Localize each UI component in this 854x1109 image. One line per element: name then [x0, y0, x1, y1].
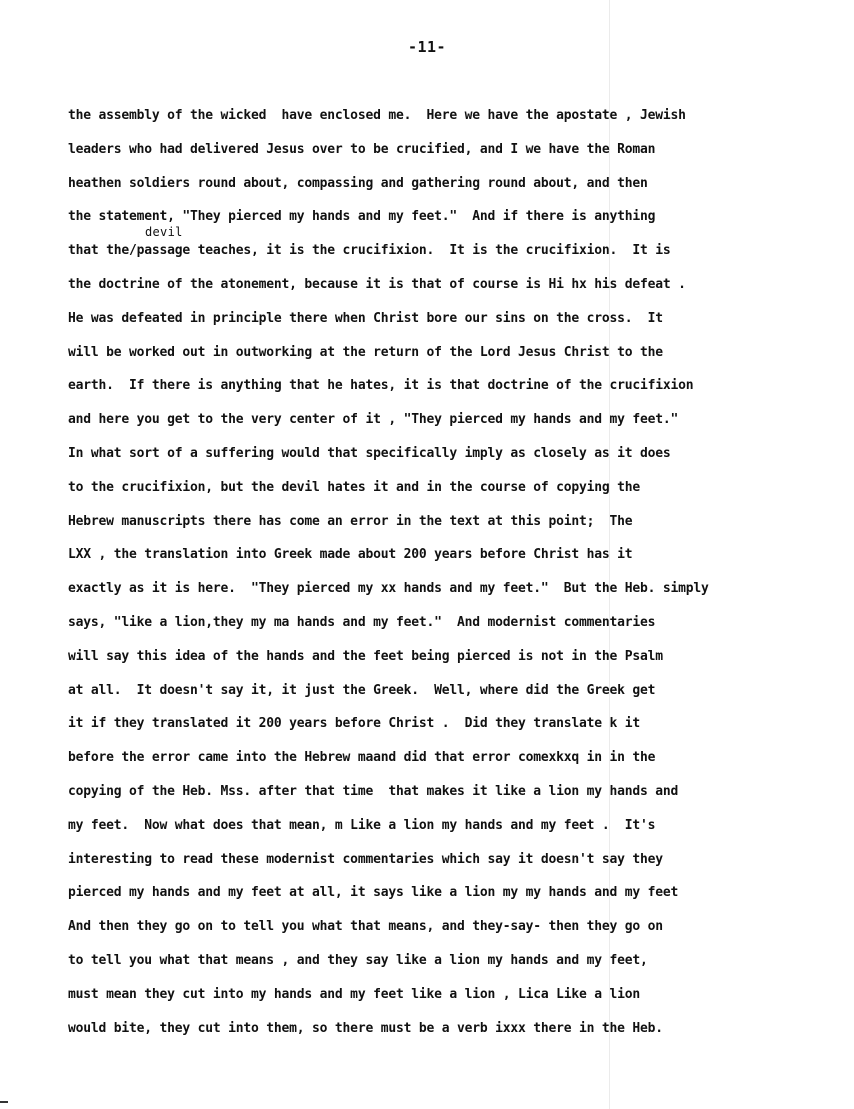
text-line: will be worked out in outworking at the return of the Lord Jesus Christ to the	[68, 344, 663, 360]
text-line: to the crucifixion, but the devil hates it and in the course of copying the	[68, 479, 640, 495]
interlinear-insert: devil	[145, 225, 183, 239]
text-line: to tell you what that means , and they say like a lion my hands and my feet,	[68, 952, 648, 968]
text-line: must mean they cut into my hands and my feet like a lion , Lica Like a lion	[68, 986, 640, 1002]
text-line: copying of the Heb. Mss. after that time that makes it like a lion my hands and	[68, 783, 679, 799]
text-line: before the error came into the Hebrew maand did that error comexkxq in in the	[68, 750, 656, 766]
text-line: In what sort of a suffering would that specifically imply as closely as it does	[68, 445, 671, 461]
text-line: earth. If there is anything that he hates, it is that doctrine of the crucifixion	[68, 378, 694, 394]
text-line: the assembly of the wicked have enclosed me. Here we have the apostate , Jewish	[68, 108, 686, 123]
text-line: would bite, they cut into them, so there must be a verb ixxx there in the Heb.	[68, 1020, 663, 1036]
text-line: interesting to read these modernist commentaries which say it doesn't say they	[68, 851, 663, 867]
text-line: exactly as it is here. "They pierced my xx hands and my feet." But the Heb. simply	[68, 581, 709, 597]
text-line: And then they go on to tell you what that means, and they-say- then they go on	[68, 919, 663, 935]
text-line: my feet. Now what does that mean, m Like a lion my hands and my feet . It's	[68, 817, 656, 833]
document-body	[68, 104, 848, 1050]
text-line: leaders who had delivered Jesus over to be crucified, and I we have the Roman	[68, 141, 656, 157]
text-line: heathen soldiers round about, compassing and gathering round about, and then	[68, 175, 648, 191]
text-line: says, "like a lion,they my ma hands and my feet." And modernist commentaries	[68, 614, 656, 630]
text-line: will say this idea of the hands and the feet being pierced is not in the Psalm	[68, 648, 663, 664]
text-line: it if they translated it 200 years before Christ . Did they translate k it	[68, 716, 640, 732]
text-line: at all. It doesn't say it, it just the Greek. Well, where did the Greek get	[68, 682, 656, 698]
text-line: LXX , the translation into Greek made about 200 years before Christ has it	[68, 547, 633, 563]
text-line: that the/passage teaches, it is the crucifixion. It is the crucifixion. It is	[68, 243, 671, 259]
text-line: and here you get to the very center of it , "They pierced my hands and my feet."	[68, 412, 679, 428]
text-line: the doctrine of the atonement, because it is that of course is Hi hx his defeat .	[68, 276, 686, 292]
text-line: Hebrew manuscripts there has come an error in the text at this point; The	[68, 513, 633, 529]
text-line: pierced my hands and my feet at all, it says like a lion my my hands and my feet	[68, 885, 679, 901]
text-line: the statement, "They pierced my hands and my feet." And if there is anything	[68, 209, 656, 225]
text-line: He was defeated in principle there when Christ bore our sins on the cross. It	[68, 310, 663, 326]
page-number: -11-	[407, 38, 447, 56]
scan-edge-mark	[0, 1101, 8, 1103]
